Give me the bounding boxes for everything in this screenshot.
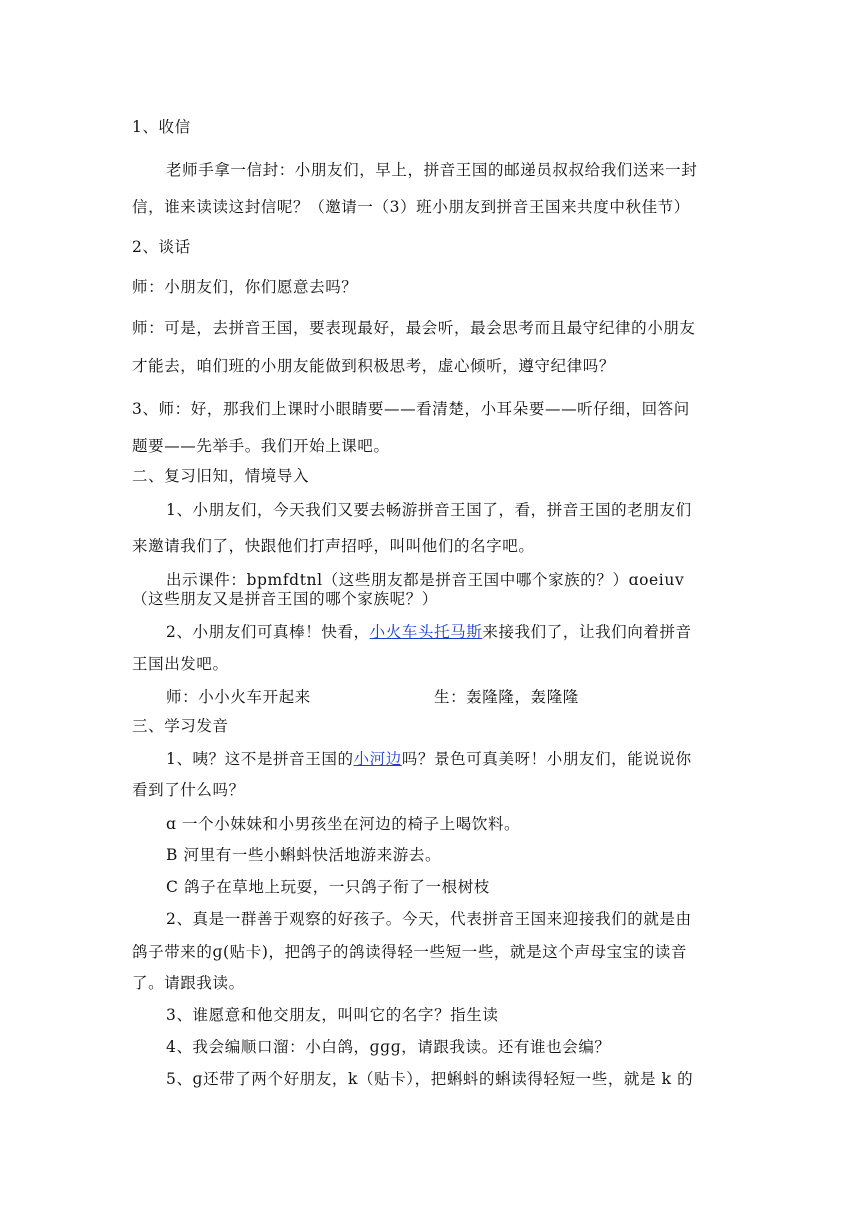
paragraph-line: 老师手拿一信封：小朋友们，早上，拼音王国的邮递员叔叔给我们送来一封 (166, 161, 698, 179)
paragraph-line: 师：可是，去拼音王国，要表现最好，最会听，最会思考而且最守纪律的小朋友 (132, 319, 696, 337)
text-run: 吗？景色可真美呀！小朋友们，能说说你 (401, 750, 692, 768)
text-run: 1、咦？这不是拼音王国的 (166, 750, 354, 768)
paragraph-line: 师：小朋友们，你们愿意去吗？ (132, 278, 358, 296)
paragraph-line (166, 749, 692, 769)
paragraph-line: 鸽子带来的ɡ(贴卡)，把鸽子的鸽读得轻一些短一些，就是这个声母宝宝的读音 (132, 943, 688, 961)
paragraph-line: 信，谁来读读这封信呢？（邀请一（3）班小朋友到拼音王国来共度中秋佳节） (132, 198, 690, 216)
paragraph-line: 3、师：好，那我们上课时小眼睛要——看清楚，小耳朵要——听仔细，回答问 (132, 400, 690, 418)
list-item: ɑ 一个小妹妹和小男孩坐在河边的椅子上喝饮料。 (166, 815, 521, 833)
paragraph-line: 出示课件：bpmfdtnl（这些朋友都是拼音王国中哪个家族的？）ɑoeiuv (166, 571, 685, 589)
paragraph-line: 看到了什么吗？ (132, 781, 245, 799)
text-run: 来接我们了，让我们向着拼音 (482, 623, 692, 641)
paragraph-line: 1、小朋友们，今天我们又要去畅游拼音王国了，看，拼音王国的老朋友们 (166, 501, 692, 519)
heading-talk: 2、谈话 (132, 238, 191, 256)
paragraph-line: 3、谁愿意和他交朋友，叫叫它的名字？指生读 (166, 1006, 499, 1024)
paragraph-line: 来邀请我们了，快跟他们打声招呼，叫叫他们的名字吧。 (132, 537, 535, 555)
paragraph-line: 4、我会编顺口溜：小白鸽，ɡɡɡ，请跟我读。还有谁也会编？ (166, 1038, 611, 1056)
paragraph-line: 5、ɡ还带了两个好朋友，k（贴卡），把蝌蚪的蝌读得轻短一些，就是 k 的 (166, 1070, 694, 1088)
paragraph-line: （这些朋友又是拼音王国的哪个家族呢？） (132, 590, 438, 608)
section-heading-review: 二、复习旧知，情境导入 (132, 467, 310, 485)
thomas-train-link[interactable]: 小火车头托马斯 (369, 623, 483, 641)
paragraph-line: 了。请跟我读。 (132, 974, 245, 992)
heading-receive-letter: 1、收信 (132, 118, 191, 136)
paragraph-line (166, 622, 692, 642)
list-item: C 鸽子在草地上玩耍，一只鸽子衔了一根树枝 (166, 878, 490, 896)
paragraph-line: 才能去，咱们班的小朋友能做到积极思考，虚心倾听，遵守纪律吗？ (132, 357, 616, 375)
dialogue-teacher: 师：小小火车开起来 (166, 688, 311, 706)
list-item: B 河里有一些小蝌蚪快活地游来游去。 (166, 846, 442, 864)
section-heading-pronunciation: 三、学习发音 (132, 717, 229, 735)
text-run: 2、小朋友们可真棒！快看， (166, 623, 370, 641)
paragraph-line: 题要——先举手。我们开始上课吧。 (132, 437, 390, 455)
paragraph-line: 王国出发吧。 (132, 655, 229, 673)
riverside-link[interactable]: 小河边 (353, 750, 402, 768)
paragraph-line: 2、真是一群善于观察的好孩子。今天，代表拼音王国来迎接我们的就是由 (166, 910, 692, 928)
dialogue-student: 生：轰隆隆，轰隆隆 (434, 688, 579, 706)
